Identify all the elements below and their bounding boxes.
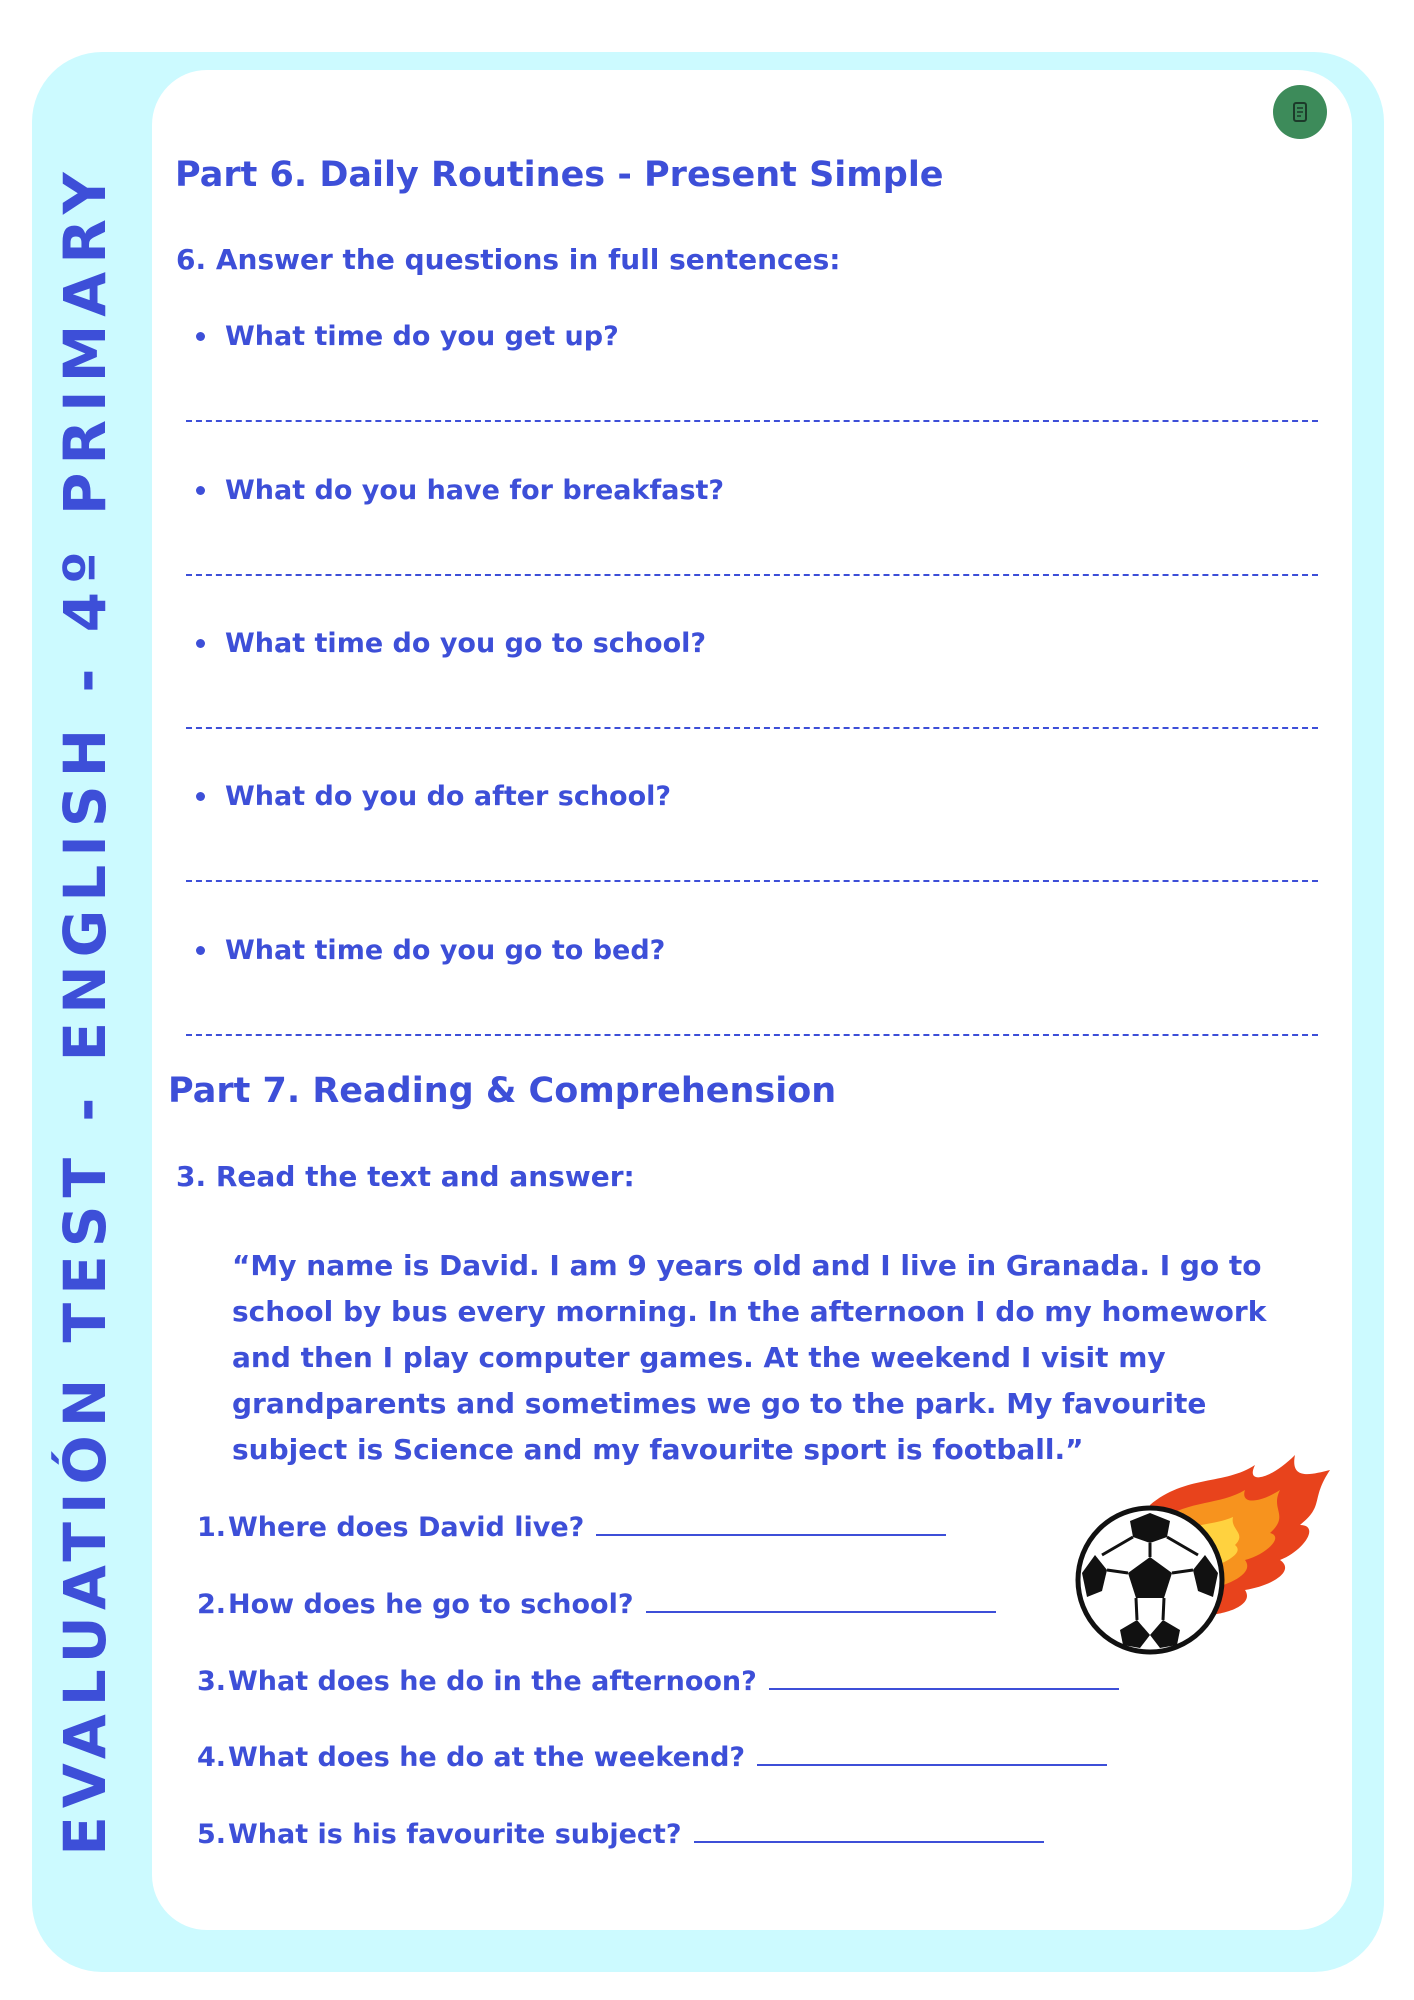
answer-line-5[interactable] [186,1034,1318,1036]
bullet-icon [196,792,205,801]
question-text: What does he do at the weekend? [228,1742,746,1773]
answer-line-1[interactable] [186,420,1318,422]
question-number: 1. [196,1512,226,1543]
bullet-icon [196,639,205,648]
part6-instruction: 6. Answer the questions in full sentences: [176,243,841,276]
question-1 [196,321,619,352]
question-number: 2. [196,1589,226,1620]
question-text: What time do you go to bed? [225,935,666,966]
question-number: 3. [196,1666,226,1697]
question-5 [196,935,665,966]
question-text: What time do you get up? [225,321,619,352]
bullet-icon [196,332,205,341]
question-text: What is his favourite subject? [228,1819,682,1850]
question-text: How does he go to school? [228,1589,634,1620]
answer-blank-1[interactable] [596,1533,946,1536]
question-number: 4. [196,1742,226,1773]
answer-blank-5[interactable] [694,1840,1044,1843]
reading-question-5 [196,1819,1044,1850]
answer-blank-4[interactable] [757,1763,1107,1766]
reading-question-3 [196,1666,1119,1697]
part7-instruction: 3. Read the text and answer: [176,1160,635,1193]
question-text: What does he do in the afternoon? [228,1666,757,1697]
bullet-icon [196,486,205,495]
question-text: Where does David live? [228,1512,585,1543]
question-number: 5. [196,1819,226,1850]
school-logo-icon [1273,85,1327,139]
question-4 [196,781,671,812]
reading-question-1 [196,1512,946,1543]
question-text: What do you do after school? [225,781,672,812]
answer-line-4[interactable] [186,880,1318,882]
reading-question-4 [196,1742,1107,1773]
reading-passage: “My name is David. I am 9 years old and I live in Granada. I go to school by bus every morning. In the afternoon I do my homework and then I play computer games. At the weekend I visit my grandparents and sometimes we go to the park. My favourite subject is Science and my favourite sport is football.” [232,1249,1267,1466]
part6-title: Part 6. Daily Routines - Present Simple [175,155,944,195]
answer-blank-2[interactable] [646,1610,996,1613]
part7-title: Part 7. Reading & Comprehension [168,1071,837,1111]
sidebar-title: EVALUATIÓN TEST - ENGLISH - 4º PRIMARY [51,164,119,1856]
reading-question-2 [196,1589,996,1620]
question-2 [196,475,724,506]
answer-blank-3[interactable] [769,1687,1119,1690]
question-3 [196,628,706,659]
question-text: What time do you go to school? [225,628,707,659]
bullet-icon [196,946,205,955]
answer-line-2[interactable] [186,574,1318,576]
answer-line-3[interactable] [186,727,1318,729]
flaming-football-icon [1055,1445,1335,1675]
question-text: What do you have for breakfast? [225,475,725,506]
